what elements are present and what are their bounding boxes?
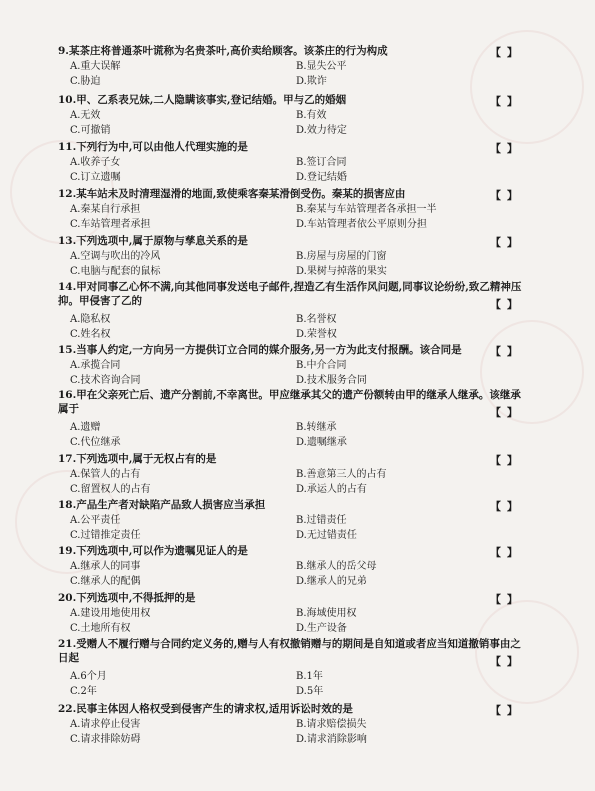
answer-bracket: 【 】 bbox=[490, 593, 519, 606]
option-b: B.请求赔偿损失 bbox=[296, 719, 367, 730]
option-a: A.秦某自行承担 bbox=[70, 204, 141, 215]
option-a: A.继承人的同事 bbox=[70, 561, 141, 572]
option-a: A.空调与吹出的冷风 bbox=[70, 251, 161, 262]
answer-bracket: 【 】 bbox=[490, 546, 519, 559]
option-c: C.代位继承 bbox=[70, 437, 121, 448]
option-d: D.生产设备 bbox=[296, 623, 347, 634]
option-a: A.公平责任 bbox=[70, 515, 121, 526]
option-b: B.继承人的岳父母 bbox=[296, 561, 377, 572]
option-b: B.转继承 bbox=[296, 422, 337, 433]
answer-bracket: 【 】 bbox=[490, 189, 519, 202]
option-b: B.善意第三人的占有 bbox=[296, 469, 387, 480]
option-d: D.无过错责任 bbox=[296, 530, 357, 541]
option-a: A.6个月 bbox=[70, 671, 107, 682]
option-b: B.房屋与房屋的门窗 bbox=[296, 251, 387, 262]
answer-bracket: 【 】 bbox=[490, 704, 519, 717]
answer-bracket: 【 】 bbox=[490, 298, 519, 311]
question-stem: 17.下列选项中,属于无权占有的是 bbox=[58, 453, 217, 465]
option-c: C.姓名权 bbox=[70, 329, 111, 340]
option-d: D.欺诈 bbox=[296, 76, 327, 87]
answer-bracket: 【 】 bbox=[490, 95, 519, 108]
option-c: C.技术咨询合同 bbox=[70, 375, 141, 386]
option-a: A.收养子女 bbox=[70, 157, 121, 168]
option-c: C.土地所有权 bbox=[70, 623, 131, 634]
option-a: A.承揽合同 bbox=[70, 360, 121, 371]
question-stem: 14.甲对同事乙心怀不满,向其他同事发送电子邮件,捏造乙有生活作风问题,同事议论纷纷,致乙精神压抑。甲侵害了乙的 bbox=[58, 281, 522, 307]
option-d: D.效力待定 bbox=[296, 125, 347, 136]
question-stem: 20.下列选项中,不得抵押的是 bbox=[58, 592, 196, 604]
answer-bracket: 【 】 bbox=[490, 236, 519, 249]
option-d: D.车站管理者依公平原则分担 bbox=[296, 219, 427, 230]
option-a: A.重大误解 bbox=[70, 61, 121, 72]
option-b: B.有效 bbox=[296, 110, 327, 121]
question-stem: 9.某茶庄将普通茶叶谎称为名贵茶叶,高价卖给顾客。该茶庄的行为构成 bbox=[58, 45, 388, 57]
answer-bracket: 【 】 bbox=[490, 454, 519, 467]
option-d: D.继承人的兄弟 bbox=[296, 576, 367, 587]
option-c: C.订立遗嘱 bbox=[70, 172, 121, 183]
option-d: D.荣誉权 bbox=[296, 329, 337, 340]
answer-bracket: 【 】 bbox=[490, 345, 519, 358]
option-c: C.电脑与配套的鼠标 bbox=[70, 266, 161, 277]
option-a: A.隐私权 bbox=[70, 314, 111, 325]
option-c: C.继承人的配偶 bbox=[70, 576, 141, 587]
question-stem: 16.甲在父亲死亡后、遗产分割前,不幸离世。甲应继承其父的遗产份额转由甲的继承人继承。该继承属于 bbox=[58, 389, 521, 415]
question-stem: 21.受赠人不履行赠与合同约定义务的,赠与人有权撤销赠与的期间是自知道或者应当知道撤销事由之日起 bbox=[58, 638, 521, 664]
option-b: B.过错责任 bbox=[296, 515, 347, 526]
question-stem: 19.下列选项中,可以作为遗嘱见证人的是 bbox=[58, 545, 248, 557]
option-b: B.签订合同 bbox=[296, 157, 347, 168]
question-stem: 13.下列选项中,属于原物与孳息关系的是 bbox=[58, 235, 248, 247]
option-d: D.技术服务合同 bbox=[296, 375, 367, 386]
answer-bracket: 【 】 bbox=[490, 500, 519, 513]
question-stem: 12.某车站未及时清理湿滑的地面,致使乘客秦某滑倒受伤。秦某的损害应由 bbox=[58, 188, 406, 200]
option-d: D.5年 bbox=[296, 686, 324, 697]
option-b: B.显失公平 bbox=[296, 61, 347, 72]
option-d: D.果树与掉落的果实 bbox=[296, 266, 387, 277]
option-d: D.遗嘱继承 bbox=[296, 437, 347, 448]
answer-bracket: 【 】 bbox=[490, 46, 519, 59]
option-b: B.中介合同 bbox=[296, 360, 347, 371]
option-b: B.1年 bbox=[296, 671, 323, 682]
option-a: A.建设用地使用权 bbox=[70, 608, 151, 619]
option-d: D.登记结婚 bbox=[296, 172, 347, 183]
option-b: B.名誉权 bbox=[296, 314, 337, 325]
answer-bracket: 【 】 bbox=[490, 655, 519, 668]
option-b: B.秦某与车站管理者各承担一半 bbox=[296, 204, 437, 215]
option-c: C.车站管理者承担 bbox=[70, 219, 151, 230]
answer-bracket: 【 】 bbox=[490, 142, 519, 155]
option-a: A.保管人的占有 bbox=[70, 469, 141, 480]
option-b: B.海域使用权 bbox=[296, 608, 357, 619]
option-c: C.留置权人的占有 bbox=[70, 484, 151, 495]
option-c: C.过错推定责任 bbox=[70, 530, 141, 541]
option-d: D.请求消除影响 bbox=[296, 734, 367, 745]
option-c: C.胁迫 bbox=[70, 76, 101, 87]
question-stem: 11.下列行为中,可以由他人代理实施的是 bbox=[58, 141, 248, 153]
option-c: C.可撤销 bbox=[70, 125, 111, 136]
option-c: C.请求排除妨碍 bbox=[70, 734, 141, 745]
option-d: D.承运人的占有 bbox=[296, 484, 367, 495]
question-stem: 18.产品生产者对缺陷产品致人损害应当承担 bbox=[58, 499, 266, 511]
option-c: C.2年 bbox=[70, 686, 97, 697]
answer-bracket: 【 】 bbox=[490, 406, 519, 419]
question-stem: 22.民事主体因人格权受到侵害产生的请求权,适用诉讼时效的是 bbox=[58, 703, 353, 715]
question-stem: 15.当事人约定,一方向另一方提供订立合同的媒介服务,另一方为此支付报酬。该合同是 bbox=[58, 344, 462, 356]
option-a: A.请求停止侵害 bbox=[70, 719, 141, 730]
option-a: A.无效 bbox=[70, 110, 101, 121]
question-stem: 10.甲、乙系表兄妹,二人隐瞒该事实,登记结婚。甲与乙的婚姻 bbox=[58, 94, 347, 106]
option-a: A.遗赠 bbox=[70, 422, 101, 433]
